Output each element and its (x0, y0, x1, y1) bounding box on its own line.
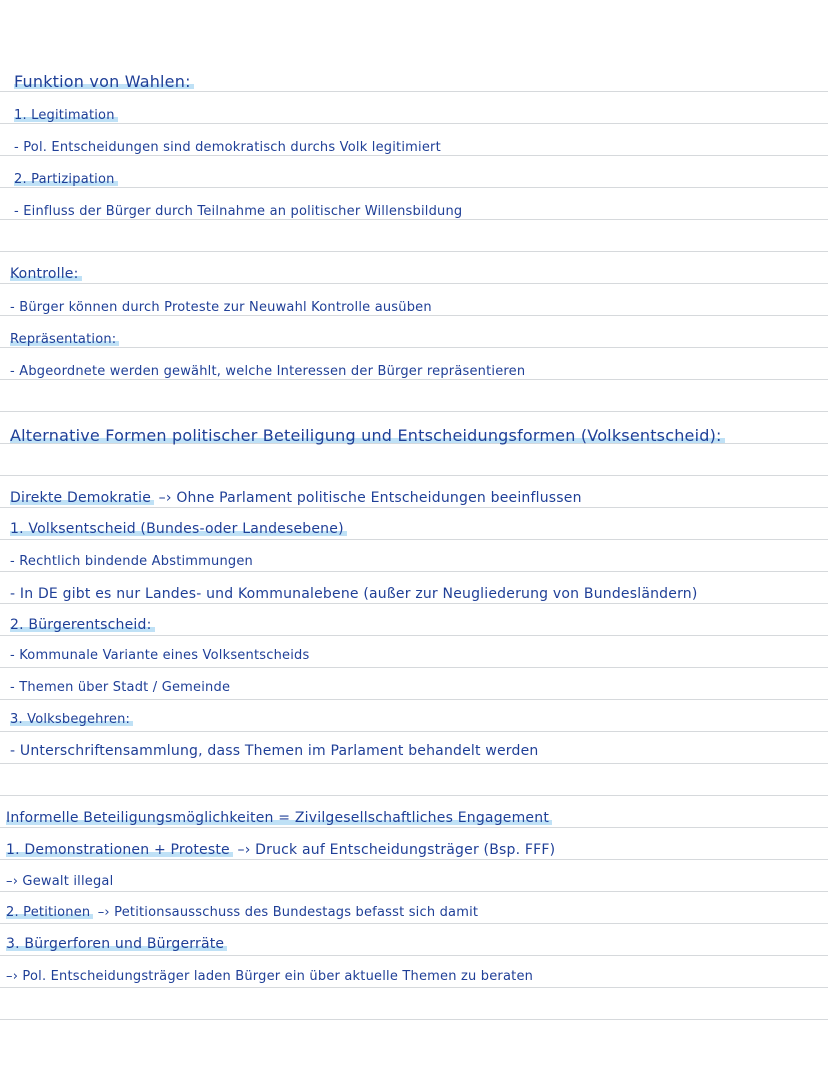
demonstrationen-definition: –› Druck auf Entscheidungsträger (Bsp. FFF) (232, 842, 556, 858)
rule-line (0, 411, 828, 412)
legitimation-text: - Pol. Entscheidungen sind demokratisch durchs Volk legitimiert (14, 140, 441, 155)
rule-line (0, 827, 828, 828)
rule-line (0, 987, 828, 988)
partizipation-title: 2. Partizipation (14, 172, 118, 187)
rule-line (0, 635, 828, 636)
volksentscheid-text-2: - In DE gibt es nur Landes- und Kommunalebene (außer zur Neugliederung von Bundesländern) (10, 586, 698, 602)
rule-line (0, 251, 828, 252)
rule-line (0, 955, 828, 956)
rule-line (0, 155, 828, 156)
rule-line (0, 539, 828, 540)
repraesentation-text: - Abgeordnete werden gewählt, welche Interessen der Bürger repräsentieren (10, 364, 526, 379)
direkte-demokratie-line (10, 490, 582, 506)
rule-line (0, 923, 828, 924)
rule-line (0, 891, 828, 892)
petitionen-line (6, 905, 478, 920)
rule-line (0, 219, 828, 220)
rule-line (0, 699, 828, 700)
alternative-title: Alternative Formen politischer Beteiligung und Entscheidungsformen (Volksentscheid): (10, 426, 725, 445)
kontrolle-text: - Bürger können durch Proteste zur Neuwahl Kontrolle ausüben (10, 300, 432, 315)
rule-line (0, 187, 828, 188)
rule-line (0, 731, 828, 732)
kontrolle-title: Kontrolle: (10, 266, 82, 282)
volksbegehren-text: - Unterschriftensammlung, dass Themen im Parlament behandelt werden (10, 743, 539, 759)
demonstrationen-line (6, 842, 555, 858)
repraesentation-title: Repräsentation: (10, 332, 119, 347)
rule-line (0, 603, 828, 604)
rule-line (0, 859, 828, 860)
petitionen-label: 2. Petitionen (6, 905, 93, 920)
rule-line (0, 507, 828, 508)
gewalt-text: –› Gewalt illegal (6, 874, 114, 889)
rule-line (0, 667, 828, 668)
rule-line (0, 283, 828, 284)
rule-line (0, 571, 828, 572)
rule-line (0, 347, 828, 348)
rule-line (0, 475, 828, 476)
rule-line (0, 1019, 828, 1020)
legitimation-title: 1. Legitimation (14, 108, 118, 123)
volksentscheid-text-1: - Rechtlich bindende Abstimmungen (10, 554, 253, 569)
buergerforen-title: 3. Bürgerforen und Bürgerräte (6, 936, 227, 952)
volksentscheid-title: 1. Volksentscheid (Bundes-oder Landesebene) (10, 521, 347, 537)
petitionen-definition: –› Petitionsausschuss des Bundestags befasst sich damit (93, 905, 479, 920)
demonstrationen-label: 1. Demonstrationen + Proteste (6, 842, 233, 858)
direkte-demokratie-label: Direkte Demokratie (10, 490, 154, 506)
buergerentscheid-title: 2. Bürgerentscheid: (10, 617, 155, 633)
partizipation-text: - Einfluss der Bürger durch Teilnahme an politischer Willensbildung (14, 204, 463, 219)
rule-line (0, 91, 828, 92)
informelle-title: Informelle Beteiligungsmöglichkeiten = Zivilgesellschaftliches Engagement (6, 810, 552, 826)
buergerentscheid-text-2: - Themen über Stadt / Gemeinde (10, 680, 231, 695)
rule-line (0, 315, 828, 316)
buergerforen-text: –› Pol. Entscheidungsträger laden Bürger ein über aktuelle Themen zu beraten (6, 969, 534, 984)
direkte-demokratie-definition: –› Ohne Parlament politische Entscheidungen beeinflussen (154, 490, 582, 506)
wahlen-title: Funktion von Wahlen: (14, 72, 194, 91)
rule-line (0, 123, 828, 124)
volksbegehren-title: 3. Volksbegehren: (10, 712, 133, 727)
buergerentscheid-text-1: - Kommunale Variante eines Volksentscheids (10, 648, 310, 663)
rule-line (0, 763, 828, 764)
rule-line (0, 795, 828, 796)
rule-line (0, 379, 828, 380)
